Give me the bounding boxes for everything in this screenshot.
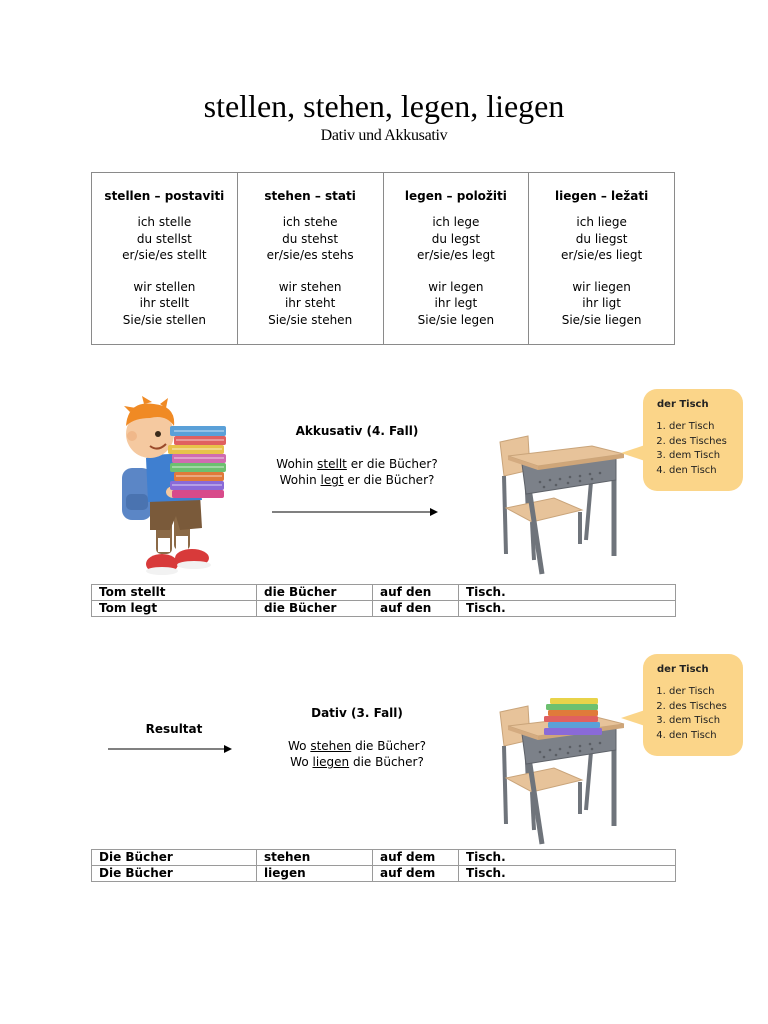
verb-form: wir legen (428, 280, 484, 295)
conjugation-column (92, 173, 238, 344)
case-item: 3. dem Tisch (669, 449, 727, 464)
table-cell: stehen (257, 850, 373, 866)
table-cell: Die Bücher (92, 850, 257, 866)
question-prefix: Wo (290, 755, 313, 769)
question-suffix: die Bücher? (349, 755, 424, 769)
bubble-tail (621, 445, 645, 461)
arrow-right-icon (272, 506, 440, 518)
table-cell: Tom legt (92, 601, 257, 617)
bubble-title: der Tisch (657, 399, 709, 410)
case-item: 1. der Tisch (669, 685, 727, 700)
akkusativ-sentence-table (91, 584, 676, 617)
boy-carrying-books-illustration (110, 396, 235, 584)
case-speech-bubble (643, 654, 743, 756)
dativ-sentence-table (91, 849, 676, 882)
table-cell: Tisch. (459, 850, 676, 866)
table-cell: Tom stellt (92, 585, 257, 601)
verb-form: du liegst (575, 231, 628, 246)
book-stack (544, 698, 602, 735)
verb-heading: stellen – postaviti (104, 189, 225, 203)
verb-form: wir stehen (278, 280, 342, 295)
verb-form: wir stellen (133, 280, 196, 295)
verb-form: du legst (431, 231, 481, 246)
conjugation-column (529, 173, 674, 344)
dativ-question-2 (240, 754, 474, 770)
case-item: 2. des Tisches (669, 435, 727, 450)
school-desk-illustration (496, 434, 628, 576)
verb-form: ihr stellt (139, 296, 190, 311)
dativ-label: Dativ (3. Fall) (311, 706, 403, 720)
table-cell: liegen (257, 866, 373, 882)
akkusativ-label: Akkusativ (4. Fall) (295, 424, 419, 438)
table-cell: Tisch. (459, 866, 676, 882)
table-row (92, 866, 676, 882)
table-row (92, 601, 676, 617)
table-cell: die Bücher (257, 585, 373, 601)
verb-form: ihr ligt (582, 296, 621, 311)
verb-form: Sie/sie legen (417, 312, 495, 327)
akkusativ-question-1 (240, 456, 474, 472)
case-item: 4. den Tisch (669, 464, 727, 479)
verb-form: wir liegen (572, 280, 631, 295)
question-suffix: die Bücher? (351, 739, 426, 753)
arrow-right-icon (108, 743, 234, 755)
question-prefix: Wohin (279, 473, 321, 487)
case-item: 1. der Tisch (669, 420, 727, 435)
question-prefix: Wo (288, 739, 311, 753)
verb-form: Sie/sie liegen (561, 312, 642, 327)
verb-form: ihr steht (284, 296, 336, 311)
verb-form: Sie/sie stehen (268, 312, 353, 327)
verb-form: ihr legt (434, 296, 478, 311)
akkusativ-question-2 (240, 472, 474, 488)
conjugation-column (238, 173, 384, 344)
case-item: 2. des Tisches (669, 700, 727, 715)
page-subtitle: Dativ und Akkusativ (320, 127, 448, 144)
question-verb: stellt (317, 457, 347, 471)
case-item: 4. den Tisch (669, 729, 727, 744)
case-speech-bubble (643, 389, 743, 491)
verb-form: ich stelle (137, 215, 192, 230)
question-prefix: Wohin (276, 457, 318, 471)
page-title: stellen, stehen, legen, liegen (203, 88, 565, 124)
table-cell: Tisch. (459, 601, 676, 617)
verb-form: ich lege (432, 215, 480, 230)
conjugation-table (91, 172, 675, 345)
verb-form: er/sie/es stehs (266, 247, 354, 262)
question-suffix: er die Bücher? (346, 457, 438, 471)
table-cell: auf den (373, 601, 459, 617)
bubble-title: der Tisch (657, 664, 709, 675)
table-row (92, 585, 676, 601)
question-verb: liegen (312, 755, 350, 769)
table-cell: auf dem (373, 850, 459, 866)
question-suffix: er die Bücher? (343, 473, 435, 487)
dativ-question-1 (240, 738, 474, 754)
resultat-label: Resultat (145, 722, 203, 736)
verb-form: du stehst (282, 231, 339, 246)
case-list (657, 420, 727, 478)
table-cell: auf dem (373, 866, 459, 882)
case-list (657, 685, 727, 743)
verb-form: er/sie/es liegt (561, 247, 643, 262)
table-row (92, 850, 676, 866)
verb-form: du stellst (136, 231, 192, 246)
table-cell: Tisch. (459, 585, 676, 601)
verb-form: Sie/sie stellen (122, 312, 206, 327)
conjugation-column (384, 173, 530, 344)
verb-form: ich stehe (282, 215, 338, 230)
verb-form: er/sie/es stellt (122, 247, 207, 262)
table-cell: die Bücher (257, 601, 373, 617)
table-cell: Die Bücher (92, 866, 257, 882)
verb-heading: stehen – stati (264, 189, 356, 203)
verb-form: ich liege (576, 215, 627, 230)
table-cell: auf den (373, 585, 459, 601)
question-verb: legt (320, 473, 344, 487)
question-verb: stehen (310, 739, 352, 753)
case-item: 3. dem Tisch (669, 714, 727, 729)
school-desk-with-books-illustration (496, 694, 628, 846)
verb-form: er/sie/es legt (416, 247, 495, 262)
bubble-tail (621, 710, 645, 726)
verb-heading: legen – položiti (404, 189, 507, 203)
verb-heading: liegen – ležati (555, 189, 649, 203)
